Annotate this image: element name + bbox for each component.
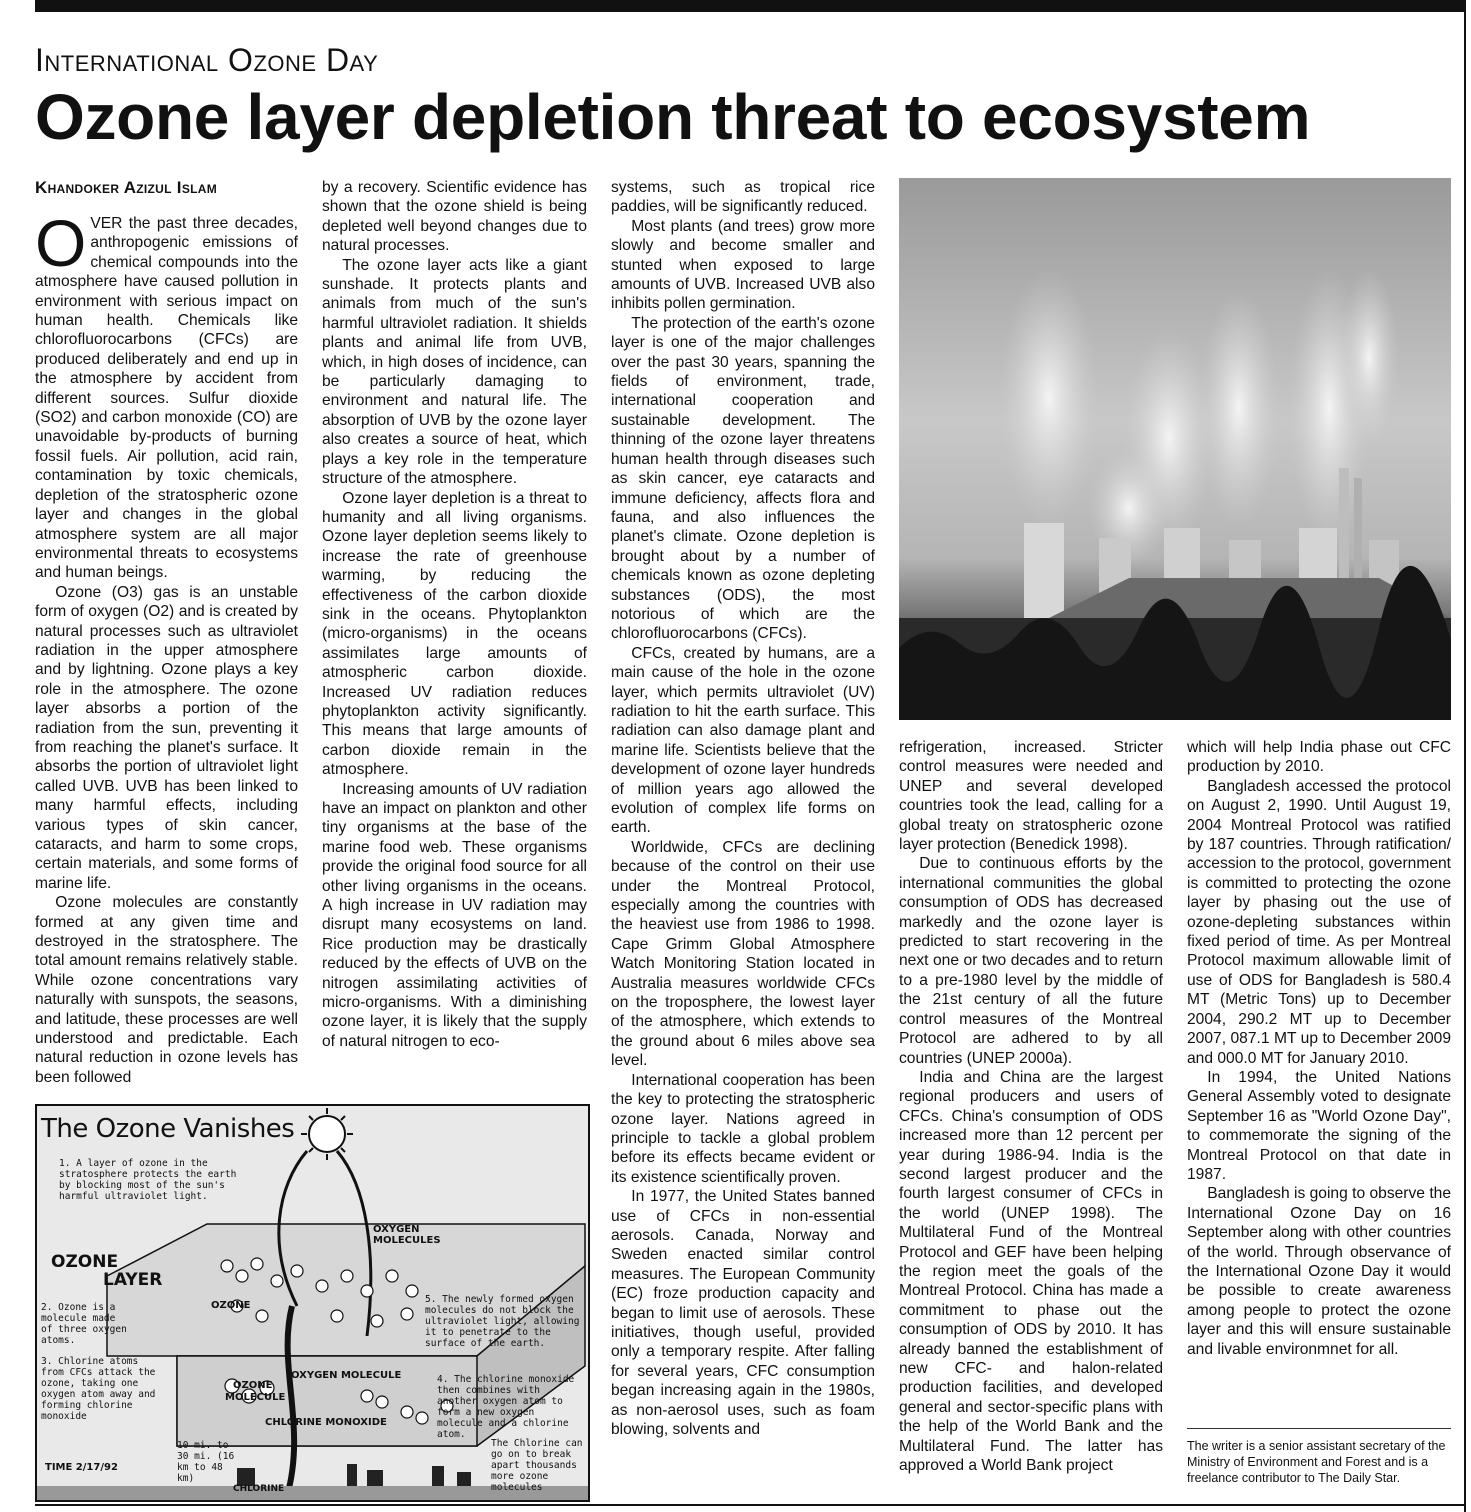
- time-credit: TIME 2/17/92: [45, 1462, 118, 1473]
- paragraph: Ozone molecules are constantly formed at any given time and destroyed in the stratosphere. The total amount remains relatively stable. While ozone concentrations vary naturally with sunspots, the seasons, and latitude, these processes are well understood and predictable. Each natural reduction in ozone levels has been followed: [35, 894, 298, 1086]
- diagram-step-3: 3. Chlorine atoms from CFCs attack the ozone, taking one oxygen atom away and forming chlorine monoxide: [41, 1356, 156, 1422]
- paragraph: India and China are the largest regional producers and users of CFCs. China's consumption of ODS increased more than 12 percent per year during 1986-94. India is the second largest producer and the fourth largest consumer of CFCs in the world (UNEP 1998). The Multilateral Fund of the Montreal Protocol and GEF have been helping the region meet the goals of the Montreal Protocol. China has made a commitment to phase out the consumption of ODS by 2010. It has already banned the establishment of new CFC- and halon-related production facilities, and developed general and sector-specific plans with the help of the World Bank and the Multilateral Fund. The latter has approved a World Bank project: [899, 1068, 1163, 1475]
- chlorine-label: CHLORINE: [233, 1484, 285, 1494]
- paragraph: by a recovery. Scientific evidence has shown that the ozone shield is being depleted well beyond changes due to natural processes.: [322, 179, 587, 255]
- paragraph: Worldwide, CFCs are declining because of the control on their use under the Montreal Protocol, especially among the countries with the heaviest use from 1986 to 1998. Cape Grimm Global Atmosphere Watch Monitoring Station located in Australia measures worldwide CFCs on the troposphere, the lowest layer of the atmosphere, which extends to the ground about 6 miles above sea level.: [611, 838, 875, 1070]
- headline: Ozone layer depletion threat to ecosystem: [35, 81, 1311, 153]
- article-column-4: [899, 738, 1163, 1500]
- power-plant-illustration: [899, 178, 1451, 720]
- paragraph: OVER the past three decades, anthropogenic emissions of chemical compounds into the atmosphere have caused pollution in environment with serious impact on human health. Chemicals like chlorofluorocarbons (CFCs) are produced deliberately and end up in the atmosphere by accident from different sources. Sulfur dioxide (SO2) and carbon monoxide (CO) are unavoidable by-products of burning fossil fuels. Air pollution, acid rain, contamination by toxic chemicals, depletion of the stratospheric ozone layer and changes in the global atmosphere system are all major environmental threats to ecosystems and human beings.: [35, 214, 298, 582]
- ozone-layer-label-1: OZONE: [51, 1252, 119, 1272]
- article-column-5: [1187, 738, 1451, 1420]
- article-column-1: [35, 214, 298, 1092]
- altitude-note: 10 mi. to 30 mi. (16 km to 48 km): [177, 1440, 235, 1484]
- paragraph: Ozone layer depletion is a threat to humanity and all living organisms. Ozone layer depletion seems likely to increase the rate of greenhouse warming, by reducing the effectiveness of the carbon dioxide sink in the oceans. Phytoplankton (micro-organisms) in the oceans assimilates large amounts of atmospheric carbon dioxide. Increased UV radiation reduces phytoplankton activity significantly. This means that large amounts of carbon dioxide remain in the atmosphere.: [322, 489, 587, 779]
- kicker: International Ozone Day: [35, 42, 379, 78]
- author-footnote: The writer is a senior assistant secretary of the Ministry of Environment and Forest and is a freelance contributor to The Daily Star.: [1187, 1439, 1446, 1485]
- article-column-3: [611, 178, 875, 1498]
- drop-cap: O: [35, 214, 87, 280]
- paragraph: which will help India phase out CFC production by 2010.: [1187, 739, 1451, 776]
- ozone-molecule-label-1: OZONE: [233, 1380, 273, 1391]
- paragraph: Bangladesh accessed the protocol on August 2, 1990. Until August 19, 2004 Montreal Protocol was ratified by 187 countries. Through ratification/ accession to the protocol, government is committed to protecting the ozone layer by phasing out the use of ozone-depleting substances within fixed period of time. As per Montreal Protocol maximum allowable limit of use of ODS for Bangladesh is 580.4 MT (Metric Tons) up to December 2004, 290.2 MT up to December 2007, 087.1 MT up to December 2009 and 000.0 MT for January 2010.: [1187, 777, 1451, 1067]
- footnote-rule: [1187, 1428, 1451, 1429]
- oxygen-molecules-label: OXYGEN MOLECULES: [373, 1224, 441, 1246]
- diagram-step-5: 5. The newly formed oxygen molecules do not block the ultraviolet light, allowing it to penetrate to the surface of the earth.: [425, 1294, 580, 1349]
- paragraph: In 1977, the United States banned use of CFCs in non-essential aerosols. Canada, Norway and Sweden enacted similar control measures. The European Community (EC) froze production capacity and began to limit use of aerosols. These initiatives, though useful, provided only a temporary respite. After falling for several years, CFC consumption began increasing again in the 1980s, as non-aerosol uses, such as foam blowing, solvents and: [611, 1188, 875, 1438]
- paragraph: The protection of the earth's ozone layer is one of the major challenges over the past 30 years, spanning the fields of environment, trade, international cooperation and sustainable development. The thinning of the ozone layer threatens human health through diseases such as skin cancer, eye cataracts and immune deficiency, affects flora and fauna, and also influences the planet's climate. Ozone depletion is brought about by a number of chemicals known as ozone depleting substances (ODS), the most notorious of which are the chlorofluorocarbons (CFCs).: [611, 314, 875, 643]
- chlorine-note: The Chlorine can go on to break apart thousands more ozone molecules: [491, 1438, 583, 1493]
- paragraph: International cooperation has been the key to protecting the stratospheric ozone layer. Nations agreed in principle to tackle a global problem before its effects became evident or its existence scientifically proven.: [611, 1071, 875, 1186]
- bottom-rule: [35, 1504, 1466, 1506]
- paragraph: The ozone layer acts like a giant sunshade. It protects plants and animals from much of the sun's harmful ultraviolet radiation. It shields plants and animal life from UVB, which, in high doses of incidence, can be particularly damaging to environment and natural life. The absorption of UVB by the ozone layer also creates a source of heat, which plays a key role in the temperature structure of the atmosphere.: [322, 256, 587, 488]
- ozone-tag: OZONE: [211, 1300, 251, 1311]
- paragraph: In 1994, the United Nations General Assembly voted to designate September 16 as "World Ozone Day", to commemorate the signing of the Montreal Protocol on that date in 1987.: [1187, 1068, 1451, 1183]
- paragraph: Increasing amounts of UV radiation have an impact on plankton and other tiny organisms at the base of the marine food web. These organisms provide the original food source for all other living organisms in the oceans. A high increase in UV radiation may disrupt many ecosystems on land. Rice production may be drastically reduced by the effects of UVB on the nitrogen assimilating activities of micro-organisms. With a diminishing ozone layer, it is likely that the supply of natural nitrogen to eco-: [322, 780, 587, 1050]
- paragraph: refrigeration, increased. Stricter control measures were needed and UNEP and several developed countries took the lead, calling for a global treaty on stratospheric ozone layer protection (Benedick 1998).: [899, 739, 1163, 854]
- power-plant-photo: [899, 178, 1451, 720]
- paragraph: systems, such as tropical rice paddies, will be significantly reduced.: [611, 179, 875, 216]
- paragraph: CFCs, created by humans, are a main cause of the hole in the ozone layer, which permits ultraviolet (UV) radiation to hit the earth surface. This radiation can also damage plant and marine life. Scientists believe that the development of ozone layer hundreds of million years ago allowed the evolution of complex life forms on earth.: [611, 644, 875, 837]
- paragraph: Due to continuous efforts by the international communities the global consumption of ODS has decreased markedly and the ozone layer is predicted to start recovering in the next one or two decades and to return to a pre-1980 level by the middle of the 21st century of all the future control measures of the Montreal Protocol are adhered to by all countries (UNEP 2000a).: [899, 855, 1163, 1067]
- article-column-2: [322, 178, 587, 1092]
- ozone-vanishes-diagram: [35, 1104, 590, 1502]
- paragraph: Most plants (and trees) grow more slowly and become smaller and stunted when exposed to large amounts of UVB. Increased UVB also inhibits pollen germination.: [611, 217, 875, 313]
- diagram-step-1: 1. A layer of ozone in the stratosphere protects the earth by blocking most of the sun's harmful ultraviolet light.: [59, 1158, 237, 1202]
- oxygen-molecule-label: OXYGEN MOLECULE: [291, 1370, 402, 1381]
- right-rule: [1464, 12, 1466, 1512]
- ozone-layer-label-2: LAYER: [103, 1270, 163, 1290]
- chlorine-monoxide-label: CHLORINE MONOXIDE: [265, 1417, 387, 1428]
- paragraph: Ozone (O3) gas is an unstable form of oxygen (O2) and is created by natural processes such as ultraviolet radiation in the upper atmosphere and by lightning. Ozone plays a key role in the atmosphere. The ozone layer absorbs a portion of the radiation from the sun, preventing it from reaching the planet's surface. It absorbs the portion of ultraviolet light called UVB. UVB has been linked to many harmful effects, including various types of skin cancer, cataracts, and harm to some crops, certain materials, and some forms of marine life.: [35, 583, 298, 892]
- diagram-step-4: 4. The chlorine monoxide then combines with another oxygen atom to form a new oxygen molecule and a chlorine atom.: [437, 1374, 575, 1440]
- diagram-title: The Ozone Vanishes: [41, 1114, 295, 1144]
- diagram-step-2: 2. Ozone is a molecule made of three oxygen atoms.: [41, 1302, 127, 1346]
- ozone-molecule-label-2: MOLECULE: [225, 1392, 286, 1403]
- paragraph: Bangladesh is going to observe the International Ozone Day on 16 September along with other countries of the world. Through observance of the International Ozone Day it would be possible to create awareness among people to protect the ozone layer and this will ensure sustainable and livable environmnet for all.: [1187, 1185, 1451, 1358]
- top-rule: [35, 0, 1466, 12]
- byline: Khandoker Azizul Islam: [35, 178, 218, 197]
